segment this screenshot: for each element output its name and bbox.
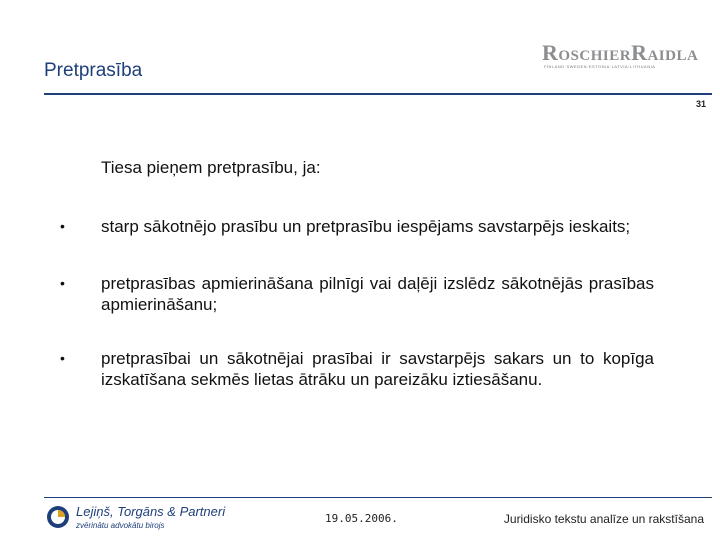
bullet-list [60,216,654,426]
footer-date: 19.05.2006. [325,512,398,525]
header-divider [44,93,712,95]
bullet-icon: • [60,350,65,366]
footer-logo-sub: zvērinātu advokātu birojs [76,521,165,530]
list-item [60,348,654,390]
intro-text: Tiesa pieņem pretprasību, ja: [101,158,321,177]
ltp-logo-icon [46,505,70,529]
roschier-raidla-logo: RoschierRaidla [542,40,699,65]
slide-title: Pretprasība [44,60,143,81]
roschier-raidla-tagline: FINLAND·SWEDEN·ESTONIA·LATVIA·LITHUANIA [544,64,656,69]
footer-logo [44,504,244,532]
bullet-text: starp sākotnējo prasību un pretprasību iespējams savstarpējs ieskaits; [101,217,631,236]
footer-course: Juridisko tekstu analīze un rakstīšana [503,512,704,526]
footer-divider [44,497,712,498]
bullet-text: pretprasībai un sākotnējai prasībai ir savstarpējs sakars un to kopīga izskatīšana sekmēs lietas ātrāku un pareizāku iztiesāšanu. [101,349,654,389]
list-item [60,216,654,237]
slide-number: 31 [695,99,706,109]
footer-logo-name: Lejiņš, Torgāns & Partneri [76,504,226,519]
bullet-icon: • [60,218,65,234]
list-item [60,273,654,315]
bullet-text: pretprasības apmierināšana pilnīgi vai daļēji izslēdz sākotnējās prasības apmierināšanu; [101,274,654,314]
bullet-icon: • [60,275,65,291]
